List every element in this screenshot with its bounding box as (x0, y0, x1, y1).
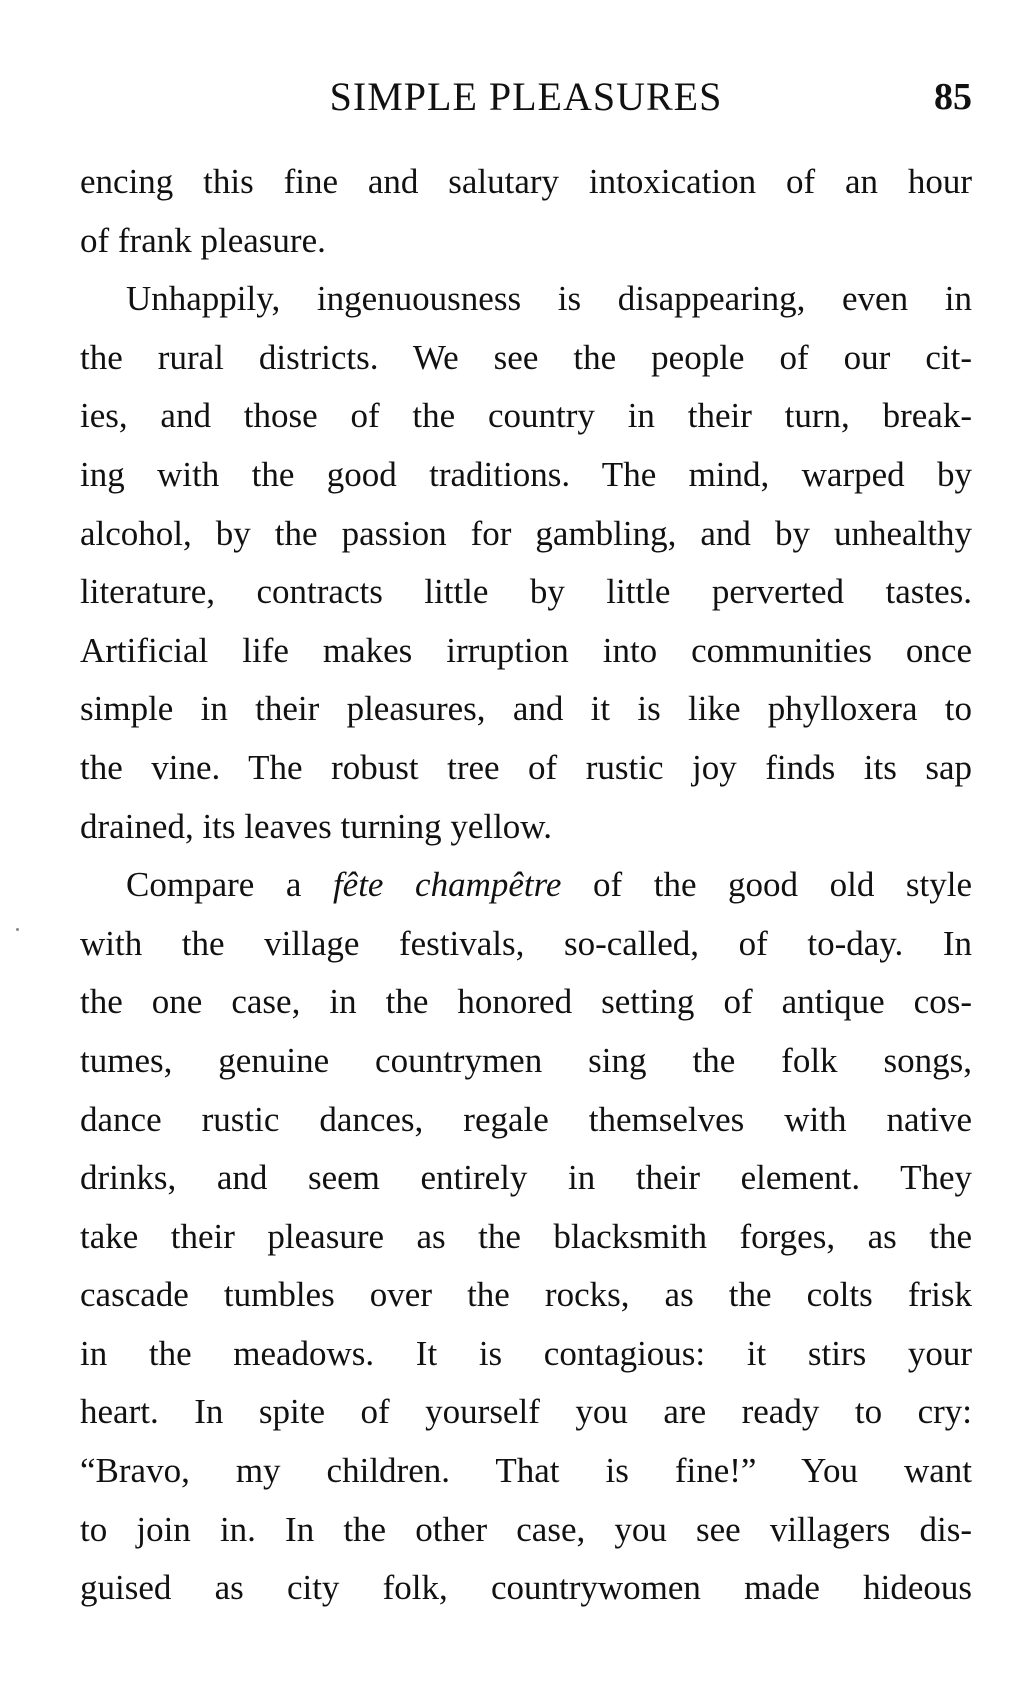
text-segment: of the good old style (561, 865, 973, 905)
text-line: simple in their pleasures, and it is like phylloxera to (80, 689, 972, 729)
text-line: encing this fine and salutary intoxication of an hour (80, 162, 972, 201)
running-head: SIMPLE PLEASURES (329, 74, 723, 119)
text-line: tumes, genuine countrymen sing the folk songs, (80, 1040, 972, 1080)
italic-phrase: fête champêtre (332, 865, 562, 905)
margin-speck (16, 928, 19, 931)
text-segment: Compare a (126, 865, 333, 905)
text-line: the vine. The robust tree of rustic joy finds its sap (80, 747, 972, 787)
text-line: cascade tumbles over the rocks, as the colts frisk (80, 1275, 972, 1315)
text-line: heart. In spite of yourself you are ready to cry: (80, 1392, 972, 1432)
text-line: guised as city folk, countrywomen made hideous (80, 1568, 972, 1608)
text-line: drained, its leaves turning yellow. (80, 806, 553, 846)
text-line: dance rustic dances, regale themselves with native (80, 1099, 972, 1139)
text-line: the rural districts. We see the people of our cit- (80, 337, 972, 377)
paragraph-first-line (80, 856, 972, 915)
text-line: alcohol, by the passion for gambling, and by unhealthy (80, 513, 972, 553)
text-line: the one case, in the honored setting of antique cos- (80, 982, 972, 1022)
text-line: ing with the good traditions. The mind, warped by (80, 454, 972, 494)
text-line: “Bravo, my children. That is fine!” You want (80, 1451, 972, 1491)
text-line: with the village festivals, so-called, of to-day. In (80, 923, 972, 963)
page-header (80, 72, 972, 122)
text-line: drinks, and seem entirely in their element. They (80, 1158, 972, 1198)
text-line: take their pleasure as the blacksmith forges, as the (80, 1216, 972, 1256)
body-text (80, 153, 972, 1618)
paragraph-first-line: Unhappily, ingenuousness is disappearing, even in (126, 279, 972, 319)
text-line: literature, contracts little by little perverted tastes. (80, 572, 972, 612)
text-line: of frank pleasure. (80, 220, 326, 260)
text-line: Artificial life makes irruption into communities once (80, 630, 972, 670)
text-line: in the meadows. It is contagious: it stirs your (80, 1333, 972, 1373)
page-number: 85 (934, 76, 972, 118)
text-line: to join in. In the other case, you see villagers dis- (80, 1509, 972, 1549)
text-line: ies, and those of the country in their turn, break- (80, 396, 972, 436)
